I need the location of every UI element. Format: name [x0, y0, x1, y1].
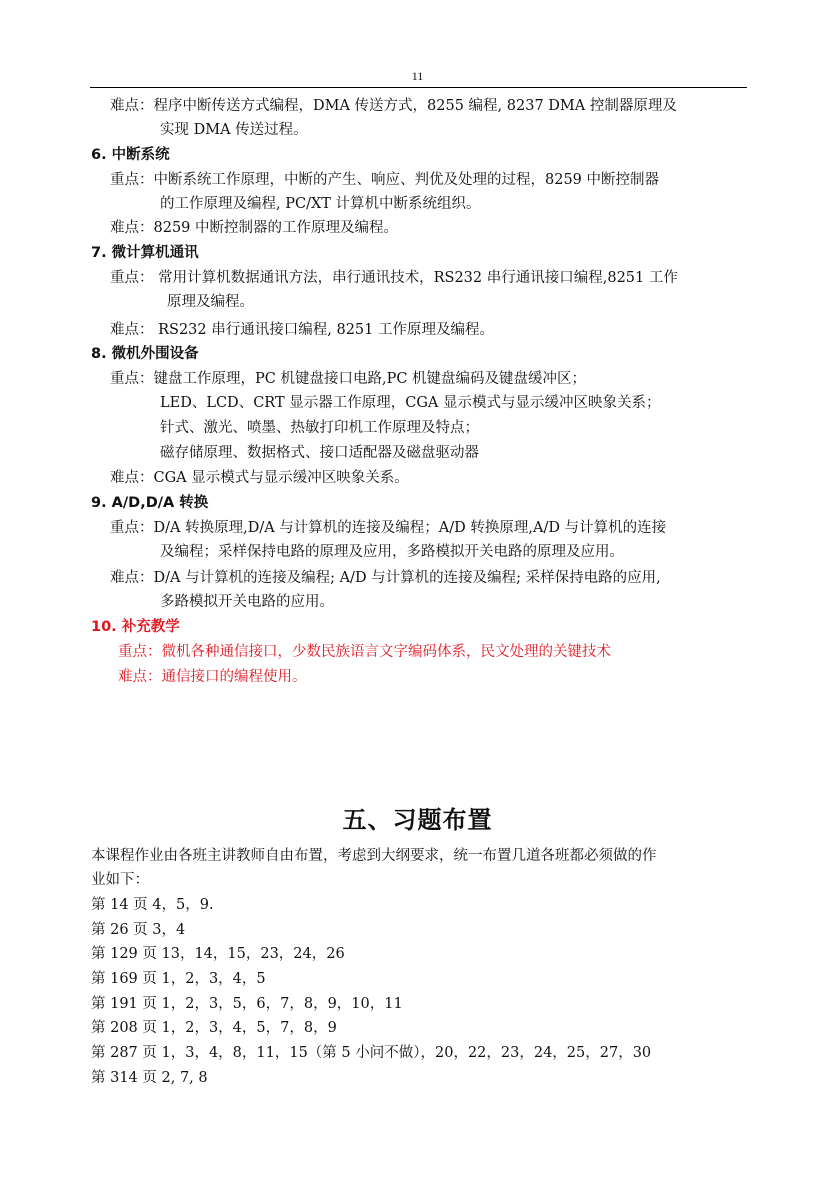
s10-difficult-line: 难点：通信接口的编程使用。: [118, 669, 307, 685]
s5-difficult-line-1: 难点：程序中断传送方式编程，DMA 传送方式，8255 编程, 8237 DMA 控制器原理及: [110, 98, 677, 114]
exercise-item: 第 169 页 1，2，3，4，5: [91, 971, 266, 987]
s9-key-line-2: 及编程；采样保持电路的原理及应用，多路模拟开关电路的原理及应用。: [160, 544, 624, 560]
s8-key-line-3: 针式、激光、喷墨、热敏打印机工作原理及特点；: [160, 420, 479, 436]
section-10-heading: 10. 补充教学: [91, 619, 180, 635]
section-7-heading: 7. 微计算机通讯: [91, 245, 199, 261]
exercise-item: 第 26 页 3，4: [91, 922, 186, 938]
s8-key-line-4: 磁存储原理、数据格式、接口适配器及磁盘驱动器: [160, 445, 479, 461]
exercise-item: 第 129 页 13，14，15，23，24，26: [91, 946, 345, 962]
s8-difficult-line: 难点：CGA 显示模式与显示缓冲区映象关系。: [110, 470, 409, 486]
section-8-heading: 8. 微机外围设备: [91, 346, 199, 362]
section-9-heading: 9. A/D,D/A 转换: [91, 495, 209, 511]
exercise-item: 第 208 页 1，2，3，4，5，7，8，9: [91, 1020, 337, 1036]
s9-key-line-1: 重点：D/A 转换原理,D/A 与计算机的连接及编程；A/D 转换原理,A/D 与计算机的连接: [110, 520, 667, 536]
s6-key-line-2: 的工作原理及编程, PC/XT 计算机中断系统组织。: [160, 196, 481, 212]
exercise-item: 第 314 页 2, 7, 8: [91, 1070, 208, 1086]
exercises-intro-line-2: 业如下：: [91, 872, 149, 888]
exercises-title: 五、习题布置: [342, 806, 493, 834]
s6-difficult-line: 难点：8259 中断控制器的工作原理及编程。: [110, 220, 399, 236]
section-6-heading: 6. 中断系统: [91, 147, 170, 163]
exercise-item: 第 191 页 1，2，3，5，6，7，8，9，10，11: [91, 996, 403, 1012]
exercise-item: 第 287 页 1，3，4，8，11，15（第 5 小问不做），20，22，23，24，25，27，30: [91, 1045, 652, 1061]
s9-difficult-line-2: 多路模拟开关电路的应用。: [160, 594, 334, 610]
s5-difficult-line-2: 实现 DMA 传送过程。: [160, 122, 308, 138]
s8-key-line-1: 重点：键盘工作原理，PC 机键盘接口电路,PC 机键盘编码及键盘缓冲区；: [110, 371, 587, 387]
s8-key-line-2: LED、LCD、CRT 显示器工作原理，CGA 显示模式与显示缓冲区映象关系；: [160, 395, 661, 411]
s7-key-line-2: 原理及编程。: [167, 294, 254, 310]
exercises-intro-line-1: 本课程作业由各班主讲教师自由布置，考虑到大纲要求，统一布置几道各班都必须做的作: [91, 848, 657, 864]
s9-difficult-line-1: 难点：D/A 与计算机的连接及编程; A/D 与计算机的连接及编程; 采样保持电路的应用,: [110, 570, 661, 586]
s7-difficult-line: 难点： RS232 串行通讯接口编程, 8251 工作原理及编程。: [110, 322, 494, 338]
s7-key-line-1: 重点： 常用计算机数据通讯方法，串行通讯技术，RS232 串行通讯接口编程,8251 工作: [110, 270, 678, 286]
exercise-item: 第 14 页 4，5，9.: [91, 897, 214, 913]
page-number: 11: [411, 69, 424, 83]
s6-key-line-1: 重点：中断系统工作原理，中断的产生、响应、判优及处理的过程，8259 中断控制器: [110, 172, 660, 188]
header-rule: [90, 87, 747, 88]
s10-key-line: 重点：微机各种通信接口，少数民族语言文字编码体系，民文处理的关键技术: [118, 644, 611, 660]
